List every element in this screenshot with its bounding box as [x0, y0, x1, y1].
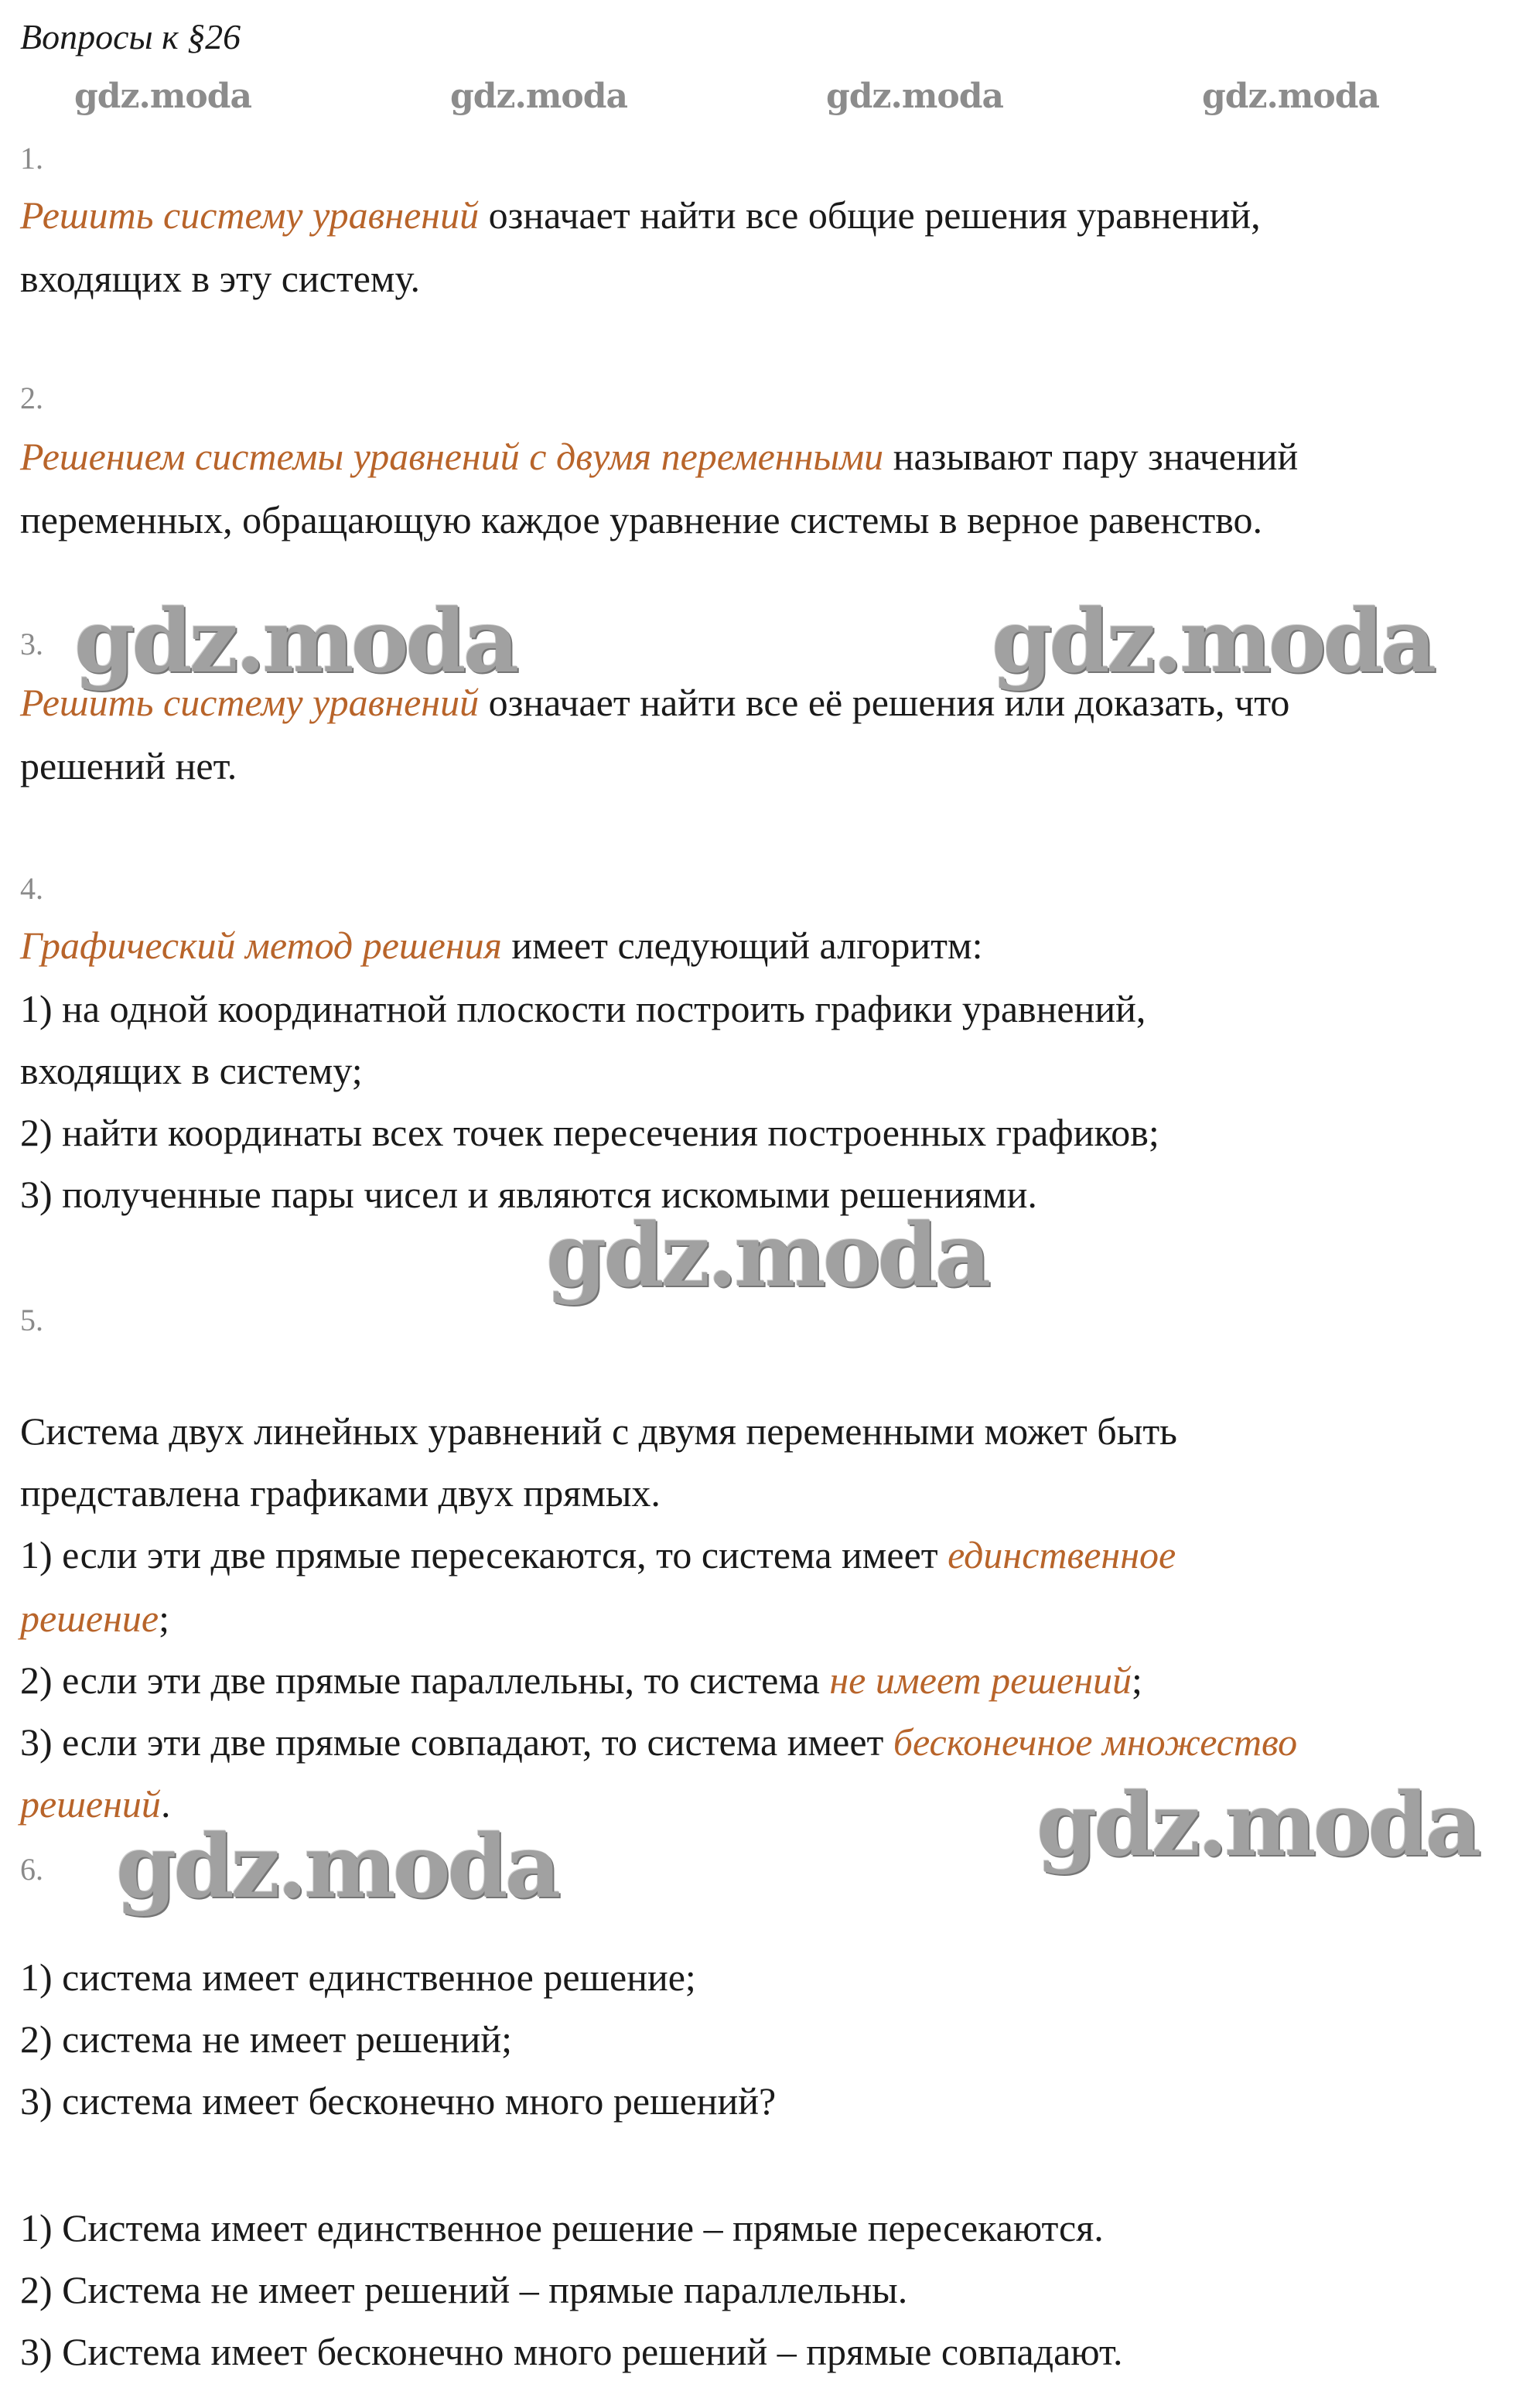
watermark-small-3: gdz.moda — [826, 77, 1004, 116]
q4-line-3: входящих в систему; — [20, 1049, 363, 1092]
q4-line-5: 3) полученные пары чисел и являются искомыми решениями. — [20, 1173, 1037, 1216]
q5-line-5 — [20, 1655, 1142, 1705]
q6-line-4: 1) Система имеет единственное решение – прямые пересекаются. — [20, 2206, 1104, 2249]
q4-highlight: Графический метод решения — [20, 924, 502, 967]
watermark-small-2: gdz.moda — [450, 77, 628, 116]
q3-line-1 — [20, 678, 1289, 727]
q5-line-2: представлена графиками двух прямых. — [20, 1471, 661, 1515]
q2-line-2: переменных, обращающую каждое уравнение системы в верное равенство. — [20, 498, 1262, 541]
q6-line-3: 3) система имеет бесконечно много решений? — [20, 2079, 777, 2123]
q5-line-3 — [20, 1530, 1176, 1580]
q6-line-6: 3) Система имеет бесконечно много решений – прямые совпадают. — [20, 2330, 1123, 2373]
q5-highlight-2: решение — [20, 1597, 159, 1640]
q5-line-6 — [20, 1717, 1297, 1767]
page-title: Вопросы к §26 — [20, 17, 241, 56]
q6-line-1: 1) система имеет единственное решение; — [20, 1956, 696, 1999]
q2-highlight: Решением системы уравнений с двумя переменными — [20, 435, 884, 478]
q5-text-5: 2) если эти две прямые параллельны, то система — [20, 1658, 830, 1702]
question-number-3: 3. — [20, 627, 43, 661]
q5-highlight-3: не имеет решений — [829, 1658, 1132, 1702]
q4-text-1: имеет следующий алгоритм: — [501, 924, 983, 967]
question-number-6: 6. — [20, 1852, 43, 1887]
question-number-1: 1. — [20, 141, 43, 176]
q5-text-4: ; — [159, 1597, 170, 1640]
q5-text-7: . — [160, 1782, 171, 1826]
q5-text-5b: ; — [1132, 1658, 1142, 1702]
q1-text-1: означает найти все общие решения уравнений, — [479, 193, 1261, 237]
q5-line-4 — [20, 1594, 169, 1643]
q5-highlight-1: единственное — [948, 1533, 1176, 1576]
q4-line-4: 2) найти координаты всех точек пересечения построенных графиков; — [20, 1111, 1159, 1154]
q5-highlight-4: бесконечное множество — [893, 1720, 1298, 1764]
q1-highlight: Решить систему уравнений — [20, 193, 480, 237]
q6-line-5: 2) Система не имеет решений – прямые параллельны. — [20, 2268, 908, 2311]
q4-line-1 — [20, 921, 983, 970]
q5-text-3: 1) если эти две прямые пересекаются, то система имеет — [20, 1533, 948, 1576]
q6-line-2: 2) система не имеет решений; — [20, 2017, 512, 2061]
question-number-5: 5. — [20, 1303, 43, 1337]
question-number-2: 2. — [20, 381, 43, 415]
q3-highlight: Решить систему уравнений — [20, 681, 480, 724]
watermark-large-1: gdz.moda — [74, 591, 517, 692]
q4-line-2: 1) на одной координатной плоскости построить графики уравнений, — [20, 987, 1146, 1030]
watermark-large-4: gdz.moda — [1036, 1775, 1479, 1876]
watermark-small-1: gdz.moda — [74, 77, 252, 116]
q1-line-1 — [20, 190, 1261, 240]
q5-text-6: 3) если эти две прямые совпадают, то система имеет — [20, 1720, 893, 1764]
question-number-4: 4. — [20, 871, 43, 906]
watermark-large-5: gdz.moda — [116, 1816, 558, 1918]
q5-line-1: Система двух линейных уравнений с двумя переменными может быть — [20, 1409, 1177, 1453]
q3-line-2: решений нет. — [20, 744, 237, 787]
watermark-large-2: gdz.moda — [992, 591, 1434, 692]
watermark-large-3: gdz.moda — [546, 1205, 989, 1307]
q3-text-1: означает найти все её решения или доказать, что — [479, 681, 1290, 724]
q5-highlight-5: решений — [20, 1782, 161, 1826]
watermark-small-4: gdz.moda — [1202, 77, 1380, 116]
q2-line-1 — [20, 432, 1298, 481]
q1-line-2: входящих в эту систему. — [20, 257, 421, 300]
q2-text-1: называют пару значений — [883, 435, 1299, 478]
